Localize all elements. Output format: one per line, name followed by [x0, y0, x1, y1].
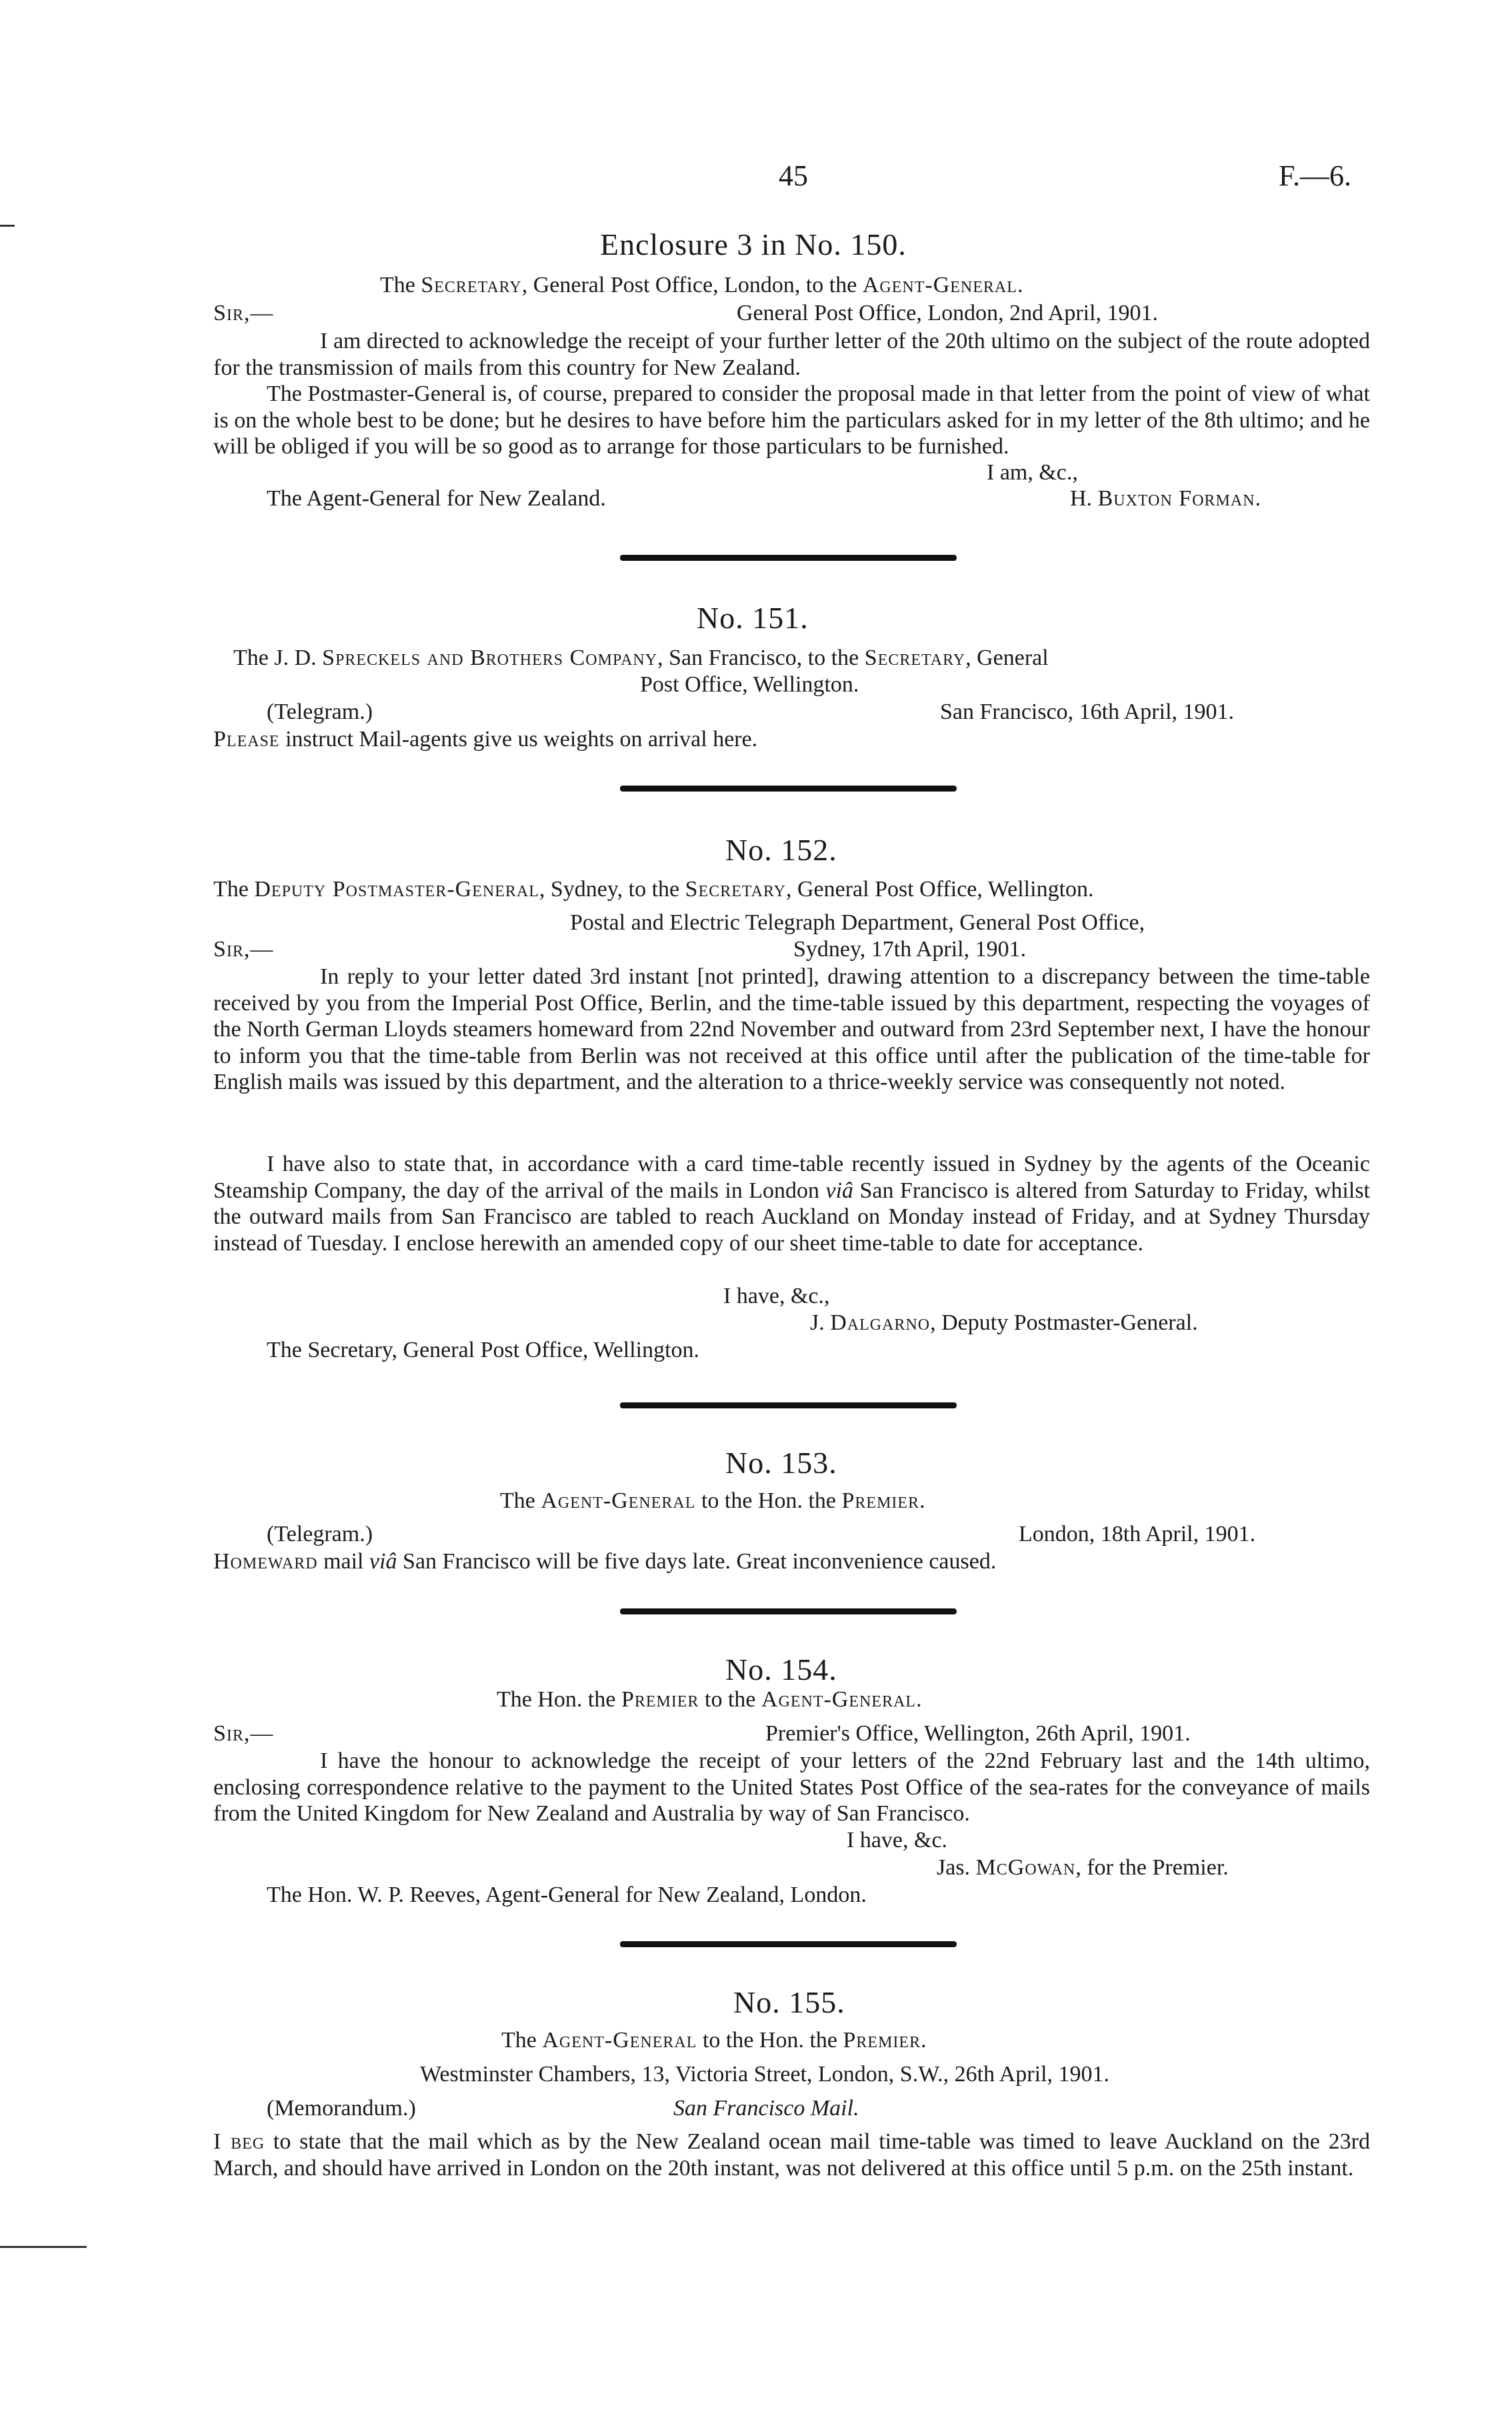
section-divider	[620, 786, 957, 792]
no153-heading: No. 153.	[725, 1446, 837, 1480]
enc3-closing: I am, &c.,	[987, 460, 1078, 485]
no155-address: Westminster Chambers, 13, Victoria Street, London, S.W., 26th April, 1901.	[420, 2062, 1110, 2087]
no151-from-to-line-2: Post Office, Wellington.	[640, 672, 859, 697]
scan-mark	[0, 2246, 87, 2248]
no155-type: (Memorandum.)	[267, 2096, 416, 2121]
enc3-recipient: The Agent-General for New Zealand.	[267, 486, 606, 511]
enc3-signature: H. Buxton Forman.	[1070, 486, 1261, 511]
no153-from-to: The Agent-General to the Hon. the Premier.	[500, 1488, 925, 1513]
section-divider	[620, 555, 957, 561]
no151-place-date: San Francisco, 16th April, 1901.	[940, 700, 1235, 724]
enc3-paragraph-2: The Postmaster-General is, of course, prepared to consider the proposal made in that letter from the point of view of what is on the whole best to be done; but he desires to have before him the particulars asked for in my letter of the 8th ultimo; and he will be obliged if you will be so good as to arrange for those particulars to be furnished.	[213, 381, 1370, 459]
no151-type: (Telegram.)	[267, 700, 373, 724]
no154-from-to: The Hon. the Premier to the Agent-General.	[497, 1687, 922, 1712]
no152-from-to: The Deputy Postmaster-General, Sydney, to the Secretary, General Post Office, Wellington.	[213, 877, 1094, 902]
no154-signature: Jas. McGowan, for the Premier.	[937, 1855, 1229, 1880]
no152-paragraph-2: I have also to state that, in accordance with a card time-table recently issued in Sydney by the agents of the Oceanic Steamship Company, the day of the arrival of the mails in London viâ San Francisco is altered from Saturday to Friday, whilst the outward mails from San Francisco are tabled to reach Auckland on Monday instead of Friday, and at Sydney Thursday instead of Tuesday. I enclose herewith an amended copy of our sheet time-table to date for acceptance.	[213, 1152, 1370, 1256]
no154-paragraph-1: I have the honour to acknowledge the receipt of your letters of the 22nd February last and the 14th ultimo, enclosing correspondence relative to the payment to the United States Post Office of the sea-rates for the conveyance of mails from the United Kingdom for New Zealand and Australia by way of San Francisco.	[213, 1748, 1370, 1826]
no154-heading: No. 154.	[725, 1652, 837, 1686]
document-reference: F.—6.	[1279, 159, 1351, 192]
no152-heading: No. 152.	[725, 833, 837, 867]
scan-mark	[0, 225, 15, 227]
no155-heading: No. 155.	[733, 1985, 845, 2019]
no153-type: (Telegram.)	[267, 1522, 373, 1546]
enc3-address: General Post Office, London, 2nd April, 1901.	[737, 301, 1159, 325]
enclosure-heading: Enclosure 3 in No. 150.	[600, 227, 907, 261]
no153-body: Homeward mail viâ San Francisco will be five days late. Great inconvenience caused.	[213, 1549, 997, 1574]
no154-closing: I have, &c.	[847, 1828, 948, 1853]
no151-from-to-line-1: The J. D. Spreckels and Brothers Company, San Francisco, to the Secretary, General	[233, 646, 1049, 670]
page-number: 45	[779, 159, 808, 192]
no155-from-to: The Agent-General to the Hon. the Premier.	[501, 2028, 927, 2053]
section-divider	[620, 1608, 957, 1614]
enc3-paragraph-1: I am directed to acknowledge the receipt of your further letter of the 20th ultimo on the subject of the route adopted for the transmission of mails from this country for New Zealand.	[213, 329, 1370, 380]
no152-recipient: The Secretary, General Post Office, Wellington.	[267, 1338, 700, 1362]
section-divider	[620, 1402, 957, 1408]
no152-address-line-2: Sydney, 17th April, 1901.	[793, 937, 1027, 962]
no154-recipient: The Hon. W. P. Reeves, Agent-General for New Zealand, London.	[267, 1883, 867, 1907]
no153-place-date: London, 18th April, 1901.	[1019, 1522, 1256, 1546]
section-divider	[620, 1941, 957, 1947]
no154-address: Premier's Office, Wellington, 26th April, 1901.	[765, 1721, 1191, 1746]
no152-salutation: Sir,—	[213, 937, 274, 962]
no155-body: I beg to state that the mail which as by the New Zealand ocean mail time-table was timed to leave Auckland on the 23rd March, and should have arrived in London on the 20th instant, was not delivered at this office until 5 p.m. on the 25th instant.	[213, 2129, 1370, 2181]
no152-closing: I have, &c.,	[723, 1284, 830, 1308]
no152-address-line-1: Postal and Electric Telegraph Department, General Post Office,	[570, 910, 1145, 935]
no151-heading: No. 151.	[697, 601, 809, 635]
no154-salutation: Sir,—	[213, 1721, 274, 1746]
no155-subject: San Francisco Mail.	[673, 2096, 859, 2121]
no151-body: Please instruct Mail-agents give us weights on arrival here.	[213, 727, 758, 752]
enc3-salutation: Sir,—	[213, 301, 274, 325]
no152-signature: J. Dalgarno, Deputy Postmaster-General.	[810, 1310, 1198, 1335]
enc3-from-to: The Secretary, General Post Office, London, to the Agent-General.	[380, 273, 1023, 297]
no152-paragraph-1: In reply to your letter dated 3rd instant [not printed], drawing attention to a discrepancy between the time-table received by you from the Imperial Post Office, Berlin, and the time-table issued by this department, respecting the voyages of the North German Lloyds steamers homeward from 22nd November and outward from 23rd September next, I have the honour to inform you that the time-table from Berlin was not received at this office until after the publication of the time-table for English mails was issued by this department, and the alteration to a thrice-weekly service was consequently not noted.	[213, 964, 1370, 1094]
